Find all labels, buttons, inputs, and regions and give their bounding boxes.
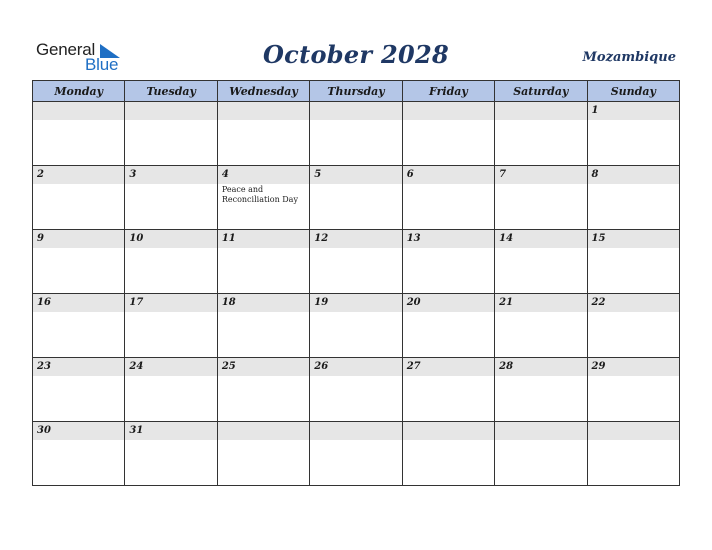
day-cell [495,422,587,486]
weekday-header-thursday: Thursday [310,81,402,102]
day-number: 14 [499,233,514,244]
day-number: 12 [314,233,329,244]
day-cell [495,166,587,230]
day-number-bar [218,358,309,376]
day-cell [402,166,494,230]
day-number: 28 [499,361,514,372]
day-number-bar [33,422,124,440]
week-row [33,102,680,166]
logo-word-blue: Blue [85,55,119,74]
week-row [33,230,680,294]
day-number: 10 [129,233,144,244]
day-number-bar [403,230,494,248]
holiday-label: Peace and Reconciliation Day [221,185,298,204]
day-number: 2 [37,169,44,180]
day-cell [125,358,217,422]
day-cell [310,422,402,486]
day-number: 5 [314,169,322,180]
day-cell [125,230,217,294]
day-cell [402,358,494,422]
day-number: 20 [406,297,421,308]
day-number-bar [495,422,586,440]
day-number-bar [310,358,401,376]
day-cell [310,102,402,166]
day-number: 9 [37,233,44,244]
week-row [33,294,680,358]
day-number: 7 [499,169,507,180]
logo-word-general: General [36,40,96,59]
day-cell [217,166,309,230]
day-cell [310,166,402,230]
weekday-header-saturday: Saturday [495,81,587,102]
day-cell [217,358,309,422]
week-row [33,166,680,230]
day-number-bar [33,166,124,184]
day-cell [310,230,402,294]
day-cell [495,294,587,358]
weekday-header-friday: Friday [402,81,494,102]
day-cell [217,294,309,358]
day-number-bar [495,358,586,376]
day-number: 8 [591,169,599,180]
day-number-bar [218,166,309,184]
day-number-bar [403,358,494,376]
weekday-header-row [33,81,680,102]
day-cell [402,422,494,486]
day-number-bar [218,230,309,248]
day-number-bar [125,422,216,440]
day-number-bar [33,358,124,376]
day-cell [33,358,125,422]
day-number-bar [310,294,401,312]
weekday-header-sunday: Sunday [587,81,679,102]
day-cell [495,230,587,294]
day-number-bar [403,422,494,440]
day-cell [310,294,402,358]
day-number: 24 [129,361,144,372]
day-number: 13 [406,233,421,244]
day-cell [125,166,217,230]
day-cell [125,294,217,358]
day-cell [310,358,402,422]
day-number: 4 [221,169,229,180]
day-cell [587,102,679,166]
day-number-bar [588,422,679,440]
day-number-bar [310,230,401,248]
day-cell [33,102,125,166]
day-cell [33,294,125,358]
day-number-bar [495,102,586,120]
day-number-bar [33,294,124,312]
day-number: 30 [37,425,51,436]
day-number-bar [588,358,679,376]
day-cell [587,230,679,294]
day-number-bar [218,422,309,440]
day-number-bar [403,102,494,120]
country-label: Mozambique [582,50,676,65]
day-number-bar [495,166,586,184]
day-cell [217,422,309,486]
day-number-bar [125,294,216,312]
day-number-bar [588,166,679,184]
day-number-bar [33,230,124,248]
day-cell [587,422,679,486]
day-number: 27 [406,361,421,372]
day-cell [33,422,125,486]
day-number: 21 [499,297,514,308]
day-number: 25 [221,361,236,372]
day-cell [217,102,309,166]
weekday-header-monday: Monday [33,81,125,102]
page-title: October 2028 [262,40,450,69]
weekday-header-tuesday: Tuesday [125,81,217,102]
day-number: 11 [221,233,236,244]
day-cell [495,102,587,166]
day-cell [587,166,679,230]
day-number: 3 [129,169,137,180]
week-row [33,358,680,422]
day-cell [402,230,494,294]
day-number: 26 [314,361,329,372]
day-number: 18 [221,297,236,308]
day-cell [402,294,494,358]
day-number: 6 [406,169,414,180]
week-row [33,422,680,486]
day-number-bar [495,294,586,312]
day-number-bar [125,166,216,184]
day-number: 23 [37,361,51,372]
day-number-bar [125,230,216,248]
day-cell [402,102,494,166]
day-number: 1 [591,105,599,116]
day-cell [33,230,125,294]
day-number-bar [33,102,124,120]
day-number-bar [403,166,494,184]
day-number-bar [218,294,309,312]
day-number: 31 [129,425,144,436]
day-number: 17 [129,297,144,308]
day-number-bar [218,102,309,120]
calendar-grid [32,80,680,486]
day-number: 15 [591,233,606,244]
day-number-bar [403,294,494,312]
day-cell [495,358,587,422]
weekday-header-wednesday: Wednesday [217,81,309,102]
day-number-bar [588,102,679,120]
day-cell [125,422,217,486]
day-cell [587,358,679,422]
day-number-bar [495,230,586,248]
day-number: 29 [591,361,606,372]
day-number-bar [588,294,679,312]
day-number-bar [310,422,401,440]
day-number: 22 [591,297,606,308]
day-number-bar [310,166,401,184]
day-number-bar [125,102,216,120]
day-number-bar [310,102,401,120]
day-cell [125,102,217,166]
day-number: 16 [37,297,51,308]
day-number: 19 [314,297,329,308]
day-cell [33,166,125,230]
day-number-bar [588,230,679,248]
day-cell [217,230,309,294]
day-cell [587,294,679,358]
day-number-bar [125,358,216,376]
